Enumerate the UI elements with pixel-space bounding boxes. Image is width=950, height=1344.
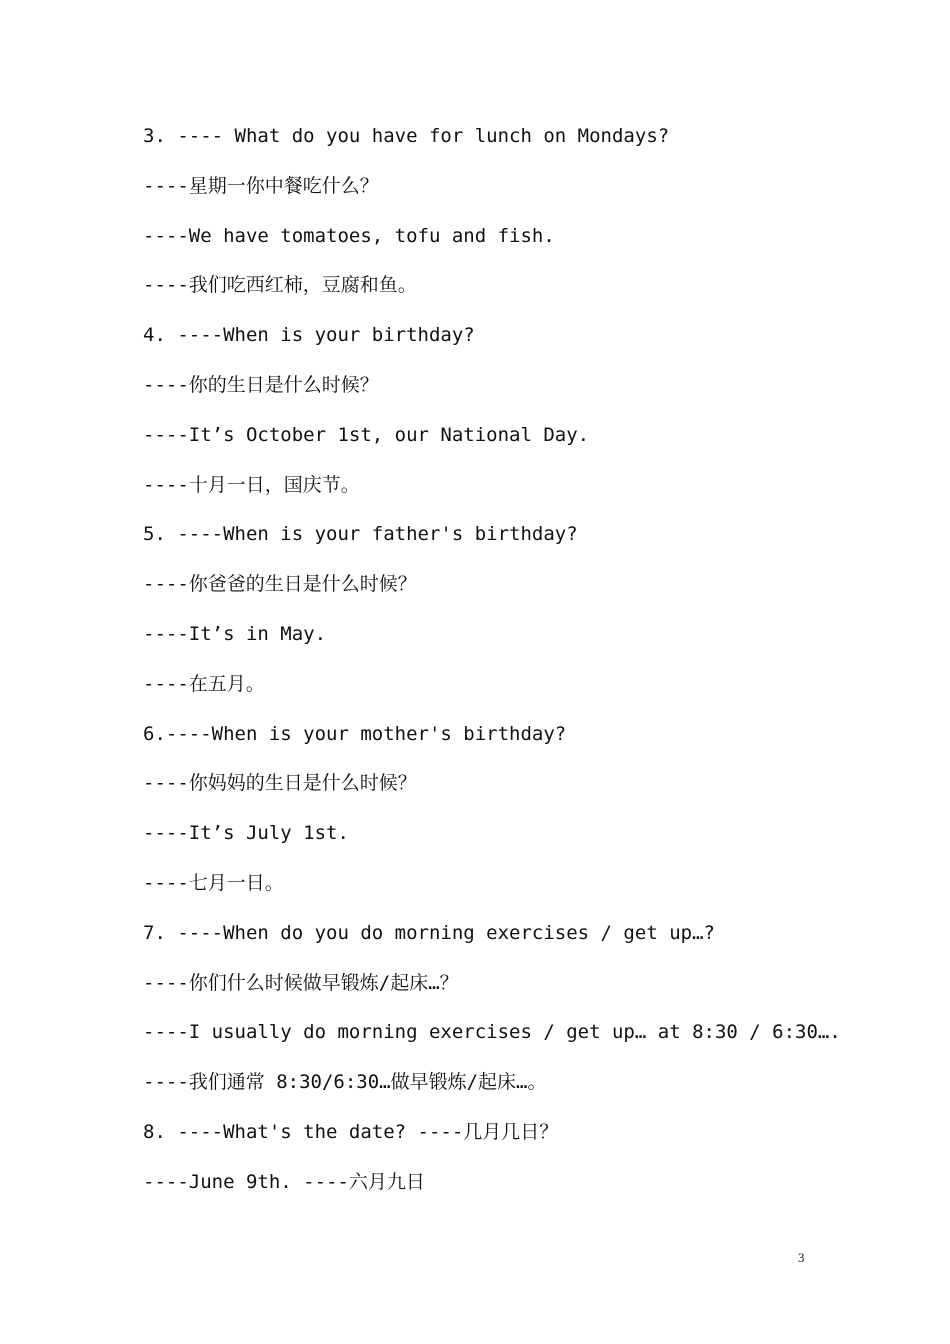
q4-answer-translation-line: ----十月一日，国庆节。	[143, 473, 360, 496]
q3-question-translation-line: ----星期一你中餐吃什么？	[143, 174, 379, 197]
q6-question-translation-line: ----你妈妈的生日是什么时候？	[143, 772, 417, 795]
q6-answer-line: ----It’s July 1st.	[143, 822, 349, 845]
q3-answer-translation-line: ----我们吃西红柿，豆腐和鱼。	[143, 274, 417, 297]
q3-question-line: 3. ---- What do you have for lunch on Mondays?	[143, 125, 670, 147]
q4-answer-line: ----It’s October 1st, our National Day.	[143, 423, 590, 446]
q5-question-translation-line: ----你爸爸的生日是什么时候？	[143, 573, 417, 596]
q5-answer-translation-line: ----在五月。	[143, 672, 265, 695]
q5-answer-line: ----It’s in May.	[143, 622, 327, 645]
q8-answer-line: ----June 9th. ----六月九日	[143, 1170, 425, 1193]
dialogue-lines	[143, 120, 843, 1216]
q6-question-line: 6.----When is your mother's birthday?	[143, 722, 567, 745]
page-number: 3	[798, 1250, 805, 1265]
q4-question-line: 4. ----When is your birthday?	[143, 324, 475, 347]
q8-question-line: 8. ----What's the date? ----几月几日？	[143, 1120, 559, 1143]
q7-answer-translation-line: ----我们通常 8:30/6:30…做早锻炼/起床…。	[143, 1071, 547, 1094]
q4-question-translation-line: ----你的生日是什么时候？	[143, 373, 379, 396]
q6-answer-translation-line: ----七月一日。	[143, 871, 284, 894]
q5-question-line: 5. ----When is your father's birthday?	[143, 523, 578, 546]
q7-question-translation-line: ----你们什么时候做早锻炼/起床…？	[143, 971, 459, 994]
q3-answer-line: ----We have tomatoes, tofu and fish.	[143, 224, 555, 247]
q7-answer-line: ----I usually do morning exercises / get up… at 8:30 / 6:30….	[143, 1021, 841, 1044]
q7-question-line: 7. ----When do you do morning exercises / get up…?	[143, 921, 715, 944]
